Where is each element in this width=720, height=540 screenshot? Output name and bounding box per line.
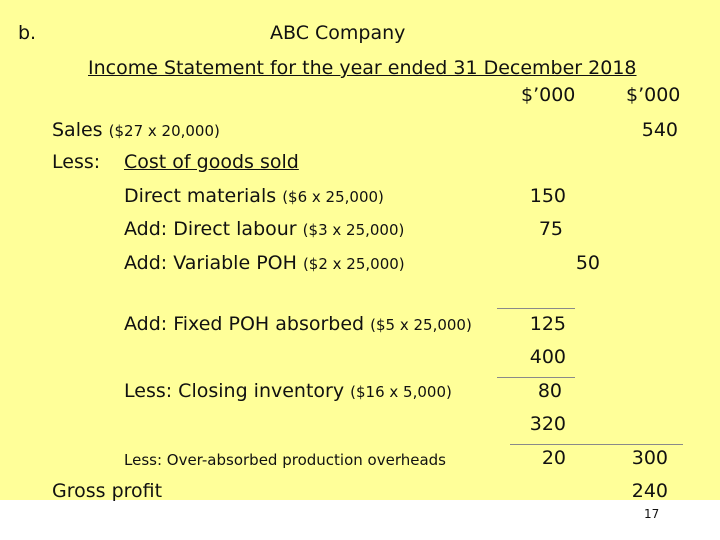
direct-materials-calc: ($6 x 25,000) <box>282 188 384 206</box>
direct-labour-text: Add: Direct labour <box>124 218 297 240</box>
page-number: 17 <box>644 507 660 521</box>
gross-profit-label: Gross profit <box>52 480 163 502</box>
cogs-heading: Cost of goods sold <box>124 151 299 173</box>
direct-materials-text: Direct materials <box>124 185 277 207</box>
sales-calculation: ($27 x 20,000) <box>108 122 220 140</box>
statement-title: Income Statement for the year ended 31 December 2018 <box>88 57 637 79</box>
direct-materials-value: 150 <box>529 185 566 207</box>
closing-inventory-calc: ($16 x 5,000) <box>350 383 452 401</box>
closing-inventory-label <box>124 380 452 403</box>
closing-inventory-value: 80 <box>537 380 562 402</box>
subtotal-rule-3 <box>510 444 683 445</box>
variable-poh-calc: ($2 x 25,000) <box>302 255 405 273</box>
subtotal-rule-1 <box>497 308 575 309</box>
variable-poh-value: 50 <box>575 252 600 274</box>
variable-poh-text: Add: Variable POH <box>124 252 297 274</box>
cost-of-sales-total: 300 <box>631 447 668 469</box>
subtotal-rule-2 <box>497 377 575 378</box>
gross-profit-value: 240 <box>631 480 668 502</box>
subtotal-320: 320 <box>529 413 566 435</box>
part-label: b. <box>18 22 37 44</box>
over-absorbed-label: Less: Over-absorbed production overheads <box>124 451 446 469</box>
fixed-poh-value: 125 <box>529 313 566 335</box>
sales-label: Sales <box>52 119 103 141</box>
direct-labour-calc: ($3 x 25,000) <box>302 221 405 239</box>
direct-materials-label <box>124 185 384 208</box>
sales-value: 540 <box>641 119 678 141</box>
column-header-2: $’000 <box>626 84 681 106</box>
fixed-poh-text: Add: Fixed POH absorbed <box>124 313 365 335</box>
over-absorbed-value: 20 <box>541 447 566 469</box>
variable-poh-label <box>124 252 405 275</box>
less-label: Less: <box>52 151 101 173</box>
direct-labour-value: 75 <box>538 218 563 240</box>
direct-labour-label <box>124 218 404 241</box>
fixed-poh-calc: ($5 x 25,000) <box>370 316 472 334</box>
sales-row-label <box>52 119 220 142</box>
closing-inventory-text: Less: Closing inventory <box>124 380 345 402</box>
fixed-poh-label <box>124 313 472 336</box>
subtotal-400: 400 <box>529 346 566 368</box>
company-title: ABC Company <box>270 22 406 44</box>
column-header-1: $’000 <box>521 84 576 106</box>
